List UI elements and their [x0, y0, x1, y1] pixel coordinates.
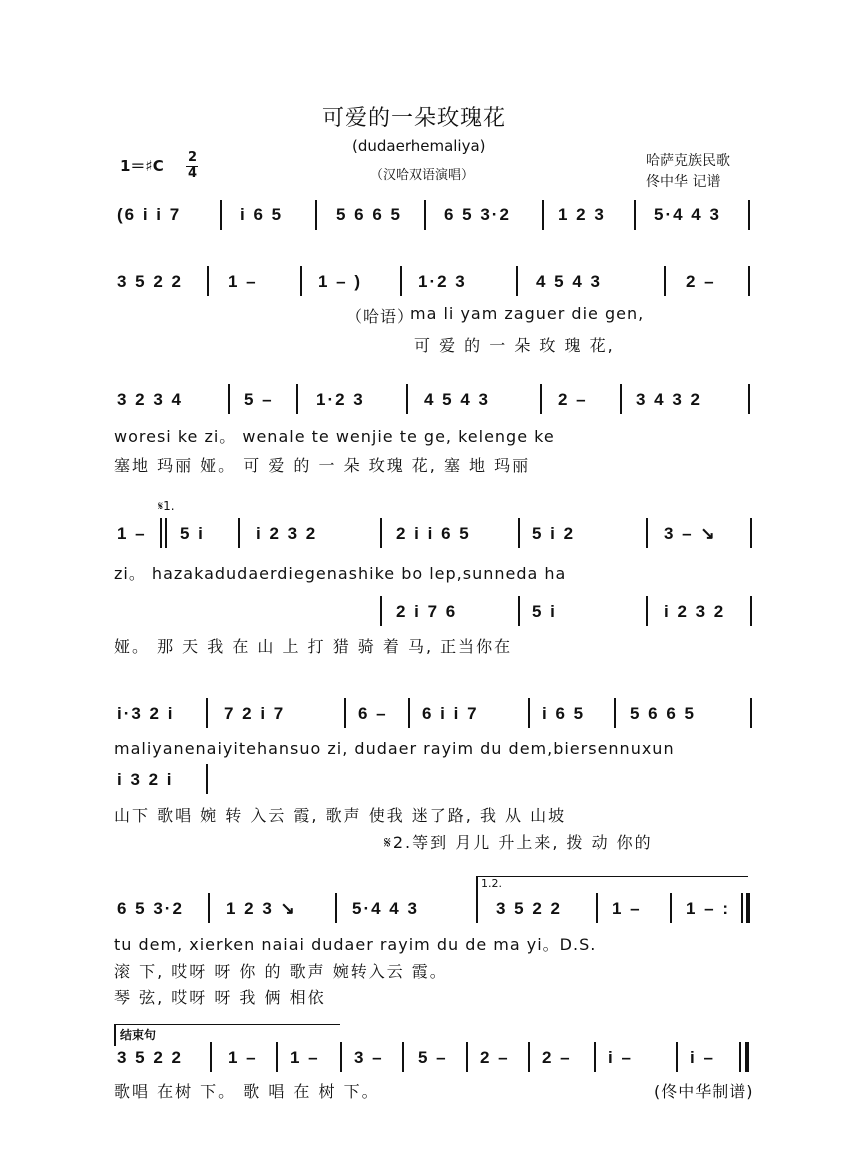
lyric-line-kazakh: tu dem, xierken naiai dudaer rayim du de ma yi。D.S.	[114, 935, 597, 954]
measure-notes: 1 –	[228, 272, 258, 291]
bar-line	[596, 893, 598, 923]
measure-notes: 1·2 3	[316, 390, 365, 409]
bar-line	[518, 518, 520, 548]
bar-line	[750, 698, 752, 728]
bar-line	[739, 1042, 741, 1072]
bar-line	[670, 893, 672, 923]
bar-line	[300, 266, 302, 296]
bar-line	[165, 518, 167, 548]
bar-line	[664, 266, 666, 296]
bar-line	[518, 596, 520, 626]
ending-bracket	[114, 1024, 340, 1025]
bar-line	[748, 266, 750, 296]
lyric-line-chinese-verse-2: 𝄋2.等到 月儿 升上来, 拨 动 你的	[384, 833, 653, 852]
measure-notes: 1 –	[228, 1048, 258, 1067]
bar-line	[344, 698, 346, 728]
measure-notes: 1 2 3 ↘	[226, 899, 297, 918]
measure-notes: 7 2 i 7	[224, 704, 286, 723]
measure-notes: 1 – )	[318, 272, 363, 291]
bar-line	[676, 1042, 678, 1072]
measure-notes: i 6 5	[240, 205, 284, 224]
bar-line	[402, 1042, 404, 1072]
measure-notes: 1 –	[290, 1048, 320, 1067]
measure-notes: i 2 3 2	[664, 602, 726, 621]
measure-notes: (6 i i 7	[117, 205, 182, 224]
bar-line	[750, 518, 752, 548]
bar-line	[380, 518, 382, 548]
measure-notes: 2 i i 6 5	[396, 524, 471, 543]
bar-line	[220, 200, 222, 230]
key-signature: 1＝♯C	[120, 157, 164, 175]
bar-line	[406, 384, 408, 414]
bar-line	[206, 764, 208, 794]
bar-line	[634, 200, 636, 230]
bar-line	[646, 596, 648, 626]
lyric-line-chinese: 可 爱 的 一 朵 玫 瑰 花,	[414, 336, 615, 355]
measure-notes: 3 – ↘	[664, 524, 717, 543]
measure-notes: 3 –	[354, 1048, 384, 1067]
bar-line	[206, 698, 208, 728]
bar-line	[380, 596, 382, 626]
measure-notes: 5 i	[180, 524, 205, 543]
recorder-credit: 佟中华 记谱	[646, 174, 721, 190]
measure-notes: 2 –	[558, 390, 588, 409]
measure-notes: 3 5 2 2	[496, 899, 562, 918]
bar-line	[424, 200, 426, 230]
measure-notes: 2 –	[542, 1048, 572, 1067]
measure-notes: 1 2 3	[558, 205, 606, 224]
measure-notes: 5 i 2	[532, 524, 576, 543]
bar-line	[466, 1042, 468, 1072]
song-title: 可爱的一朵玫瑰花	[322, 106, 507, 131]
measure-notes: 2 –	[686, 272, 716, 291]
measure-notes: 5·4 4 3	[654, 205, 721, 224]
bar-line	[210, 1042, 212, 1072]
lyric-line-chinese: 滚 下, 哎呀 呀 你 的 歌声 婉转入云 霞。	[114, 962, 448, 981]
lyric-line-chinese-verse-2: 琴 弦, 哎呀 呀 我 俩 相依	[114, 988, 326, 1007]
measure-notes: i 6 5	[542, 704, 586, 723]
bar-line	[476, 876, 478, 923]
bar-line	[276, 1042, 278, 1072]
measure-notes: 1·2 3	[418, 272, 467, 291]
measure-notes: 1 –	[117, 524, 147, 543]
measure-notes: i·3 2 i	[117, 704, 175, 723]
lyric-line-kazakh: ma li yam zaguer die gen,	[410, 304, 645, 323]
bar-line	[741, 893, 743, 923]
measure-notes: i –	[608, 1048, 633, 1067]
bar-line	[160, 518, 162, 548]
bar-line	[614, 698, 616, 728]
lyric-label-kazakh: （哈语）	[346, 307, 415, 326]
bar-line	[750, 596, 752, 626]
bar-line	[400, 266, 402, 296]
arranger-credit: (佟中华制谱)	[654, 1082, 754, 1101]
bar-line	[620, 384, 622, 414]
measure-notes: 4 5 4 3	[536, 272, 602, 291]
measure-notes: 3 5 2 2	[117, 272, 183, 291]
measure-notes: 5 i	[532, 602, 557, 621]
bar-line	[315, 200, 317, 230]
lyric-line-chinese: 山下 歌唱 婉 转 入云 霞, 歌声 使我 迷了路, 我 从 山坡	[114, 806, 567, 825]
bar-line	[748, 200, 750, 230]
measure-notes: 2 –	[480, 1048, 510, 1067]
ending-label: 结束句	[120, 1028, 157, 1042]
lyric-line-chinese: 娅。 那 天 我 在 山 上 打 猎 骑 着 马, 正当你在	[114, 637, 513, 656]
time-signature-top: 2	[188, 150, 198, 165]
bar-line	[208, 893, 210, 923]
volta-label: 1.2.	[481, 877, 502, 890]
bar-line	[207, 266, 209, 296]
measure-notes: 3 4 3 2	[636, 390, 702, 409]
measure-notes: 1 –	[612, 899, 642, 918]
measure-notes: 6 5 3·2	[444, 205, 511, 224]
measure-notes: 2 i 7 6	[396, 602, 458, 621]
measure-notes: 5 6 6 5	[630, 704, 696, 723]
bar-line	[528, 698, 530, 728]
lyric-line-kazakh: maliyanenaiyitehansuo zi, dudaer rayim du dem,biersennuxun	[114, 739, 675, 758]
measure-notes: 4 5 4 3	[424, 390, 490, 409]
bar-line	[646, 518, 648, 548]
time-signature-bottom: 4	[188, 166, 198, 181]
bar-line	[542, 200, 544, 230]
bar-line	[114, 1024, 116, 1046]
measure-notes: 1 – :	[686, 899, 731, 918]
bar-line	[238, 518, 240, 548]
bar-line	[528, 1042, 530, 1072]
final-bar-line	[746, 893, 750, 923]
bar-line	[748, 384, 750, 414]
bar-line	[540, 384, 542, 414]
bar-line	[408, 698, 410, 728]
song-subtitle: (dudaerhemaliya)	[352, 137, 486, 155]
measure-notes: 5 –	[418, 1048, 448, 1067]
measure-notes: 5·4 4 3	[352, 899, 419, 918]
measure-notes: i 2 3 2	[256, 524, 318, 543]
bar-line	[296, 384, 298, 414]
measure-notes: i 3 2 i	[117, 770, 174, 789]
segno-mark: 𝄋1.	[158, 499, 175, 513]
performance-note: （汉哈双语演唱）	[370, 168, 475, 183]
measure-notes: 5 –	[244, 390, 274, 409]
measure-notes: i –	[690, 1048, 715, 1067]
bar-line	[594, 1042, 596, 1072]
measure-notes: 5 6 6 5	[336, 205, 402, 224]
lyric-line-chinese: 塞地 玛丽 娅。 可 爱 的 一 朵 玫瑰 花, 塞 地 玛丽	[114, 456, 531, 475]
bar-line	[340, 1042, 342, 1072]
final-bar-line	[745, 1042, 749, 1072]
bar-line	[228, 384, 230, 414]
song-genre: 哈萨克族民歌	[646, 153, 730, 169]
measure-notes: 6 5 3·2	[117, 899, 184, 918]
lyric-line-kazakh: zi。 hazakadudaerdiegenashike bo lep,sunneda ha	[114, 564, 567, 583]
volta-bracket	[476, 876, 748, 877]
measure-notes: 6 i i 7	[422, 704, 479, 723]
bar-line	[335, 893, 337, 923]
lyric-line-chinese: 歌唱 在树 下。 歌 唱 在 树 下。	[114, 1082, 380, 1101]
lyric-line-kazakh: woresi ke zi。 wenale te wenjie te ge, kelenge ke	[114, 427, 555, 446]
measure-notes: 3 2 3 4	[117, 390, 183, 409]
measure-notes: 3 5 2 2	[117, 1048, 183, 1067]
measure-notes: 6 –	[358, 704, 388, 723]
bar-line	[516, 266, 518, 296]
